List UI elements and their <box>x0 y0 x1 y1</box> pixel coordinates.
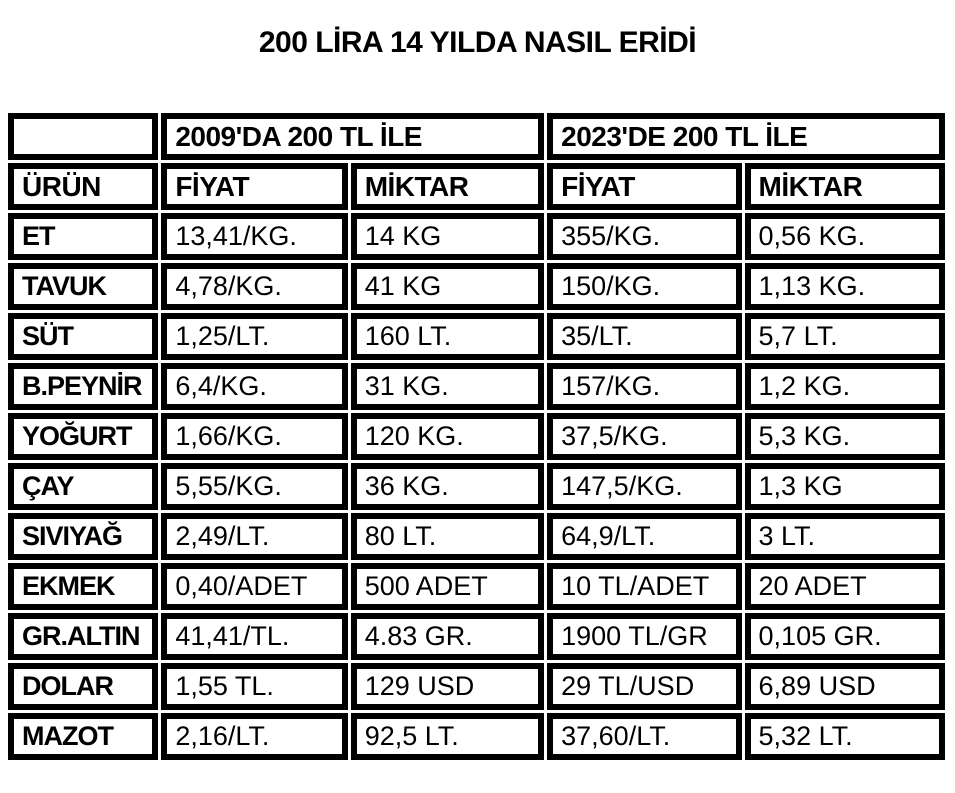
price-2023-cell: 64,9/LT. <box>547 513 741 560</box>
price-2009-cell: 41,41/TL. <box>161 613 347 660</box>
table-row <box>8 413 945 460</box>
qty-2009-cell: 14 KG <box>351 213 544 260</box>
group-header-2009: 2009'DA 200 TL İLE <box>161 113 544 160</box>
product-cell: MAZOT <box>8 713 158 760</box>
table-row <box>8 263 945 310</box>
page-title: 200 LİRA 14 YILDA NASIL ERİDİ <box>258 26 697 59</box>
price-2009-cell: 1,55 TL. <box>161 663 347 710</box>
qty-2009-cell: 80 LT. <box>351 513 544 560</box>
product-cell: EKMEK <box>8 563 158 610</box>
price-erosion-table <box>5 110 948 763</box>
group-header-2023: 2023'DE 200 TL İLE <box>547 113 945 160</box>
price-2009-cell: 6,4/KG. <box>161 363 347 410</box>
product-cell: B.PEYNİR <box>8 363 158 410</box>
product-cell: YOĞURT <box>8 413 158 460</box>
blank-corner-cell <box>8 113 158 160</box>
table-row <box>8 313 945 360</box>
column-header-product: ÜRÜN <box>8 163 158 210</box>
price-2023-cell: 1900 TL/GR <box>547 613 741 660</box>
product-cell: SIVIYAĞ <box>8 513 158 560</box>
qty-2009-cell: 31 KG. <box>351 363 544 410</box>
product-cell: ÇAY <box>8 463 158 510</box>
price-2023-cell: 29 TL/USD <box>547 663 741 710</box>
column-header-price-2009: FİYAT <box>161 163 347 210</box>
price-2009-cell: 2,49/LT. <box>161 513 347 560</box>
price-2023-cell: 157/KG. <box>547 363 741 410</box>
price-2023-cell: 37,5/KG. <box>547 413 741 460</box>
table-row <box>8 513 945 560</box>
product-cell: SÜT <box>8 313 158 360</box>
product-cell: GR.ALTIN <box>8 613 158 660</box>
price-2009-cell: 0,40/ADET <box>161 563 347 610</box>
qty-2009-cell: 160 LT. <box>351 313 544 360</box>
qty-2009-cell: 120 KG. <box>351 413 544 460</box>
qty-2009-cell: 4.83 GR. <box>351 613 544 660</box>
table-row <box>8 713 945 760</box>
qty-2023-cell: 1,13 KG. <box>745 263 945 310</box>
product-cell: ET <box>8 213 158 260</box>
table-row <box>8 663 945 710</box>
qty-2009-cell: 129 USD <box>351 663 544 710</box>
qty-2023-cell: 5,3 KG. <box>745 413 945 460</box>
qty-2023-cell: 3 LT. <box>745 513 945 560</box>
table-row <box>8 363 945 410</box>
price-2009-cell: 1,25/LT. <box>161 313 347 360</box>
table-row <box>8 213 945 260</box>
product-cell: DOLAR <box>8 663 158 710</box>
price-2023-cell: 150/KG. <box>547 263 741 310</box>
price-2009-cell: 4,78/KG. <box>161 263 347 310</box>
price-2009-cell: 5,55/KG. <box>161 463 347 510</box>
price-2023-cell: 355/KG. <box>547 213 741 260</box>
table-row <box>8 613 945 660</box>
table-row <box>8 563 945 610</box>
price-2009-cell: 2,16/LT. <box>161 713 347 760</box>
qty-2009-cell: 36 KG. <box>351 463 544 510</box>
qty-2009-cell: 41 KG <box>351 263 544 310</box>
price-2023-cell: 37,60/LT. <box>547 713 741 760</box>
price-2023-cell: 35/LT. <box>547 313 741 360</box>
qty-2023-cell: 0,105 GR. <box>745 613 945 660</box>
product-cell: TAVUK <box>8 263 158 310</box>
qty-2023-cell: 5,32 LT. <box>745 713 945 760</box>
price-2023-cell: 147,5/KG. <box>547 463 741 510</box>
price-2009-cell: 13,41/KG. <box>161 213 347 260</box>
column-header-price-2023: FİYAT <box>547 163 741 210</box>
price-2023-cell: 10 TL/ADET <box>547 563 741 610</box>
qty-2023-cell: 5,7 LT. <box>745 313 945 360</box>
qty-2023-cell: 0,56 KG. <box>745 213 945 260</box>
column-header-qty-2009: MİKTAR <box>351 163 544 210</box>
qty-2023-cell: 6,89 USD <box>745 663 945 710</box>
table-row <box>8 463 945 510</box>
qty-2009-cell: 92,5 LT. <box>351 713 544 760</box>
column-header-row <box>8 163 945 210</box>
price-2009-cell: 1,66/KG. <box>161 413 347 460</box>
column-header-qty-2023: MİKTAR <box>745 163 945 210</box>
qty-2023-cell: 1,3 KG <box>745 463 945 510</box>
qty-2009-cell: 500 ADET <box>351 563 544 610</box>
qty-2023-cell: 20 ADET <box>745 563 945 610</box>
qty-2023-cell: 1,2 KG. <box>745 363 945 410</box>
group-header-row <box>8 113 945 160</box>
